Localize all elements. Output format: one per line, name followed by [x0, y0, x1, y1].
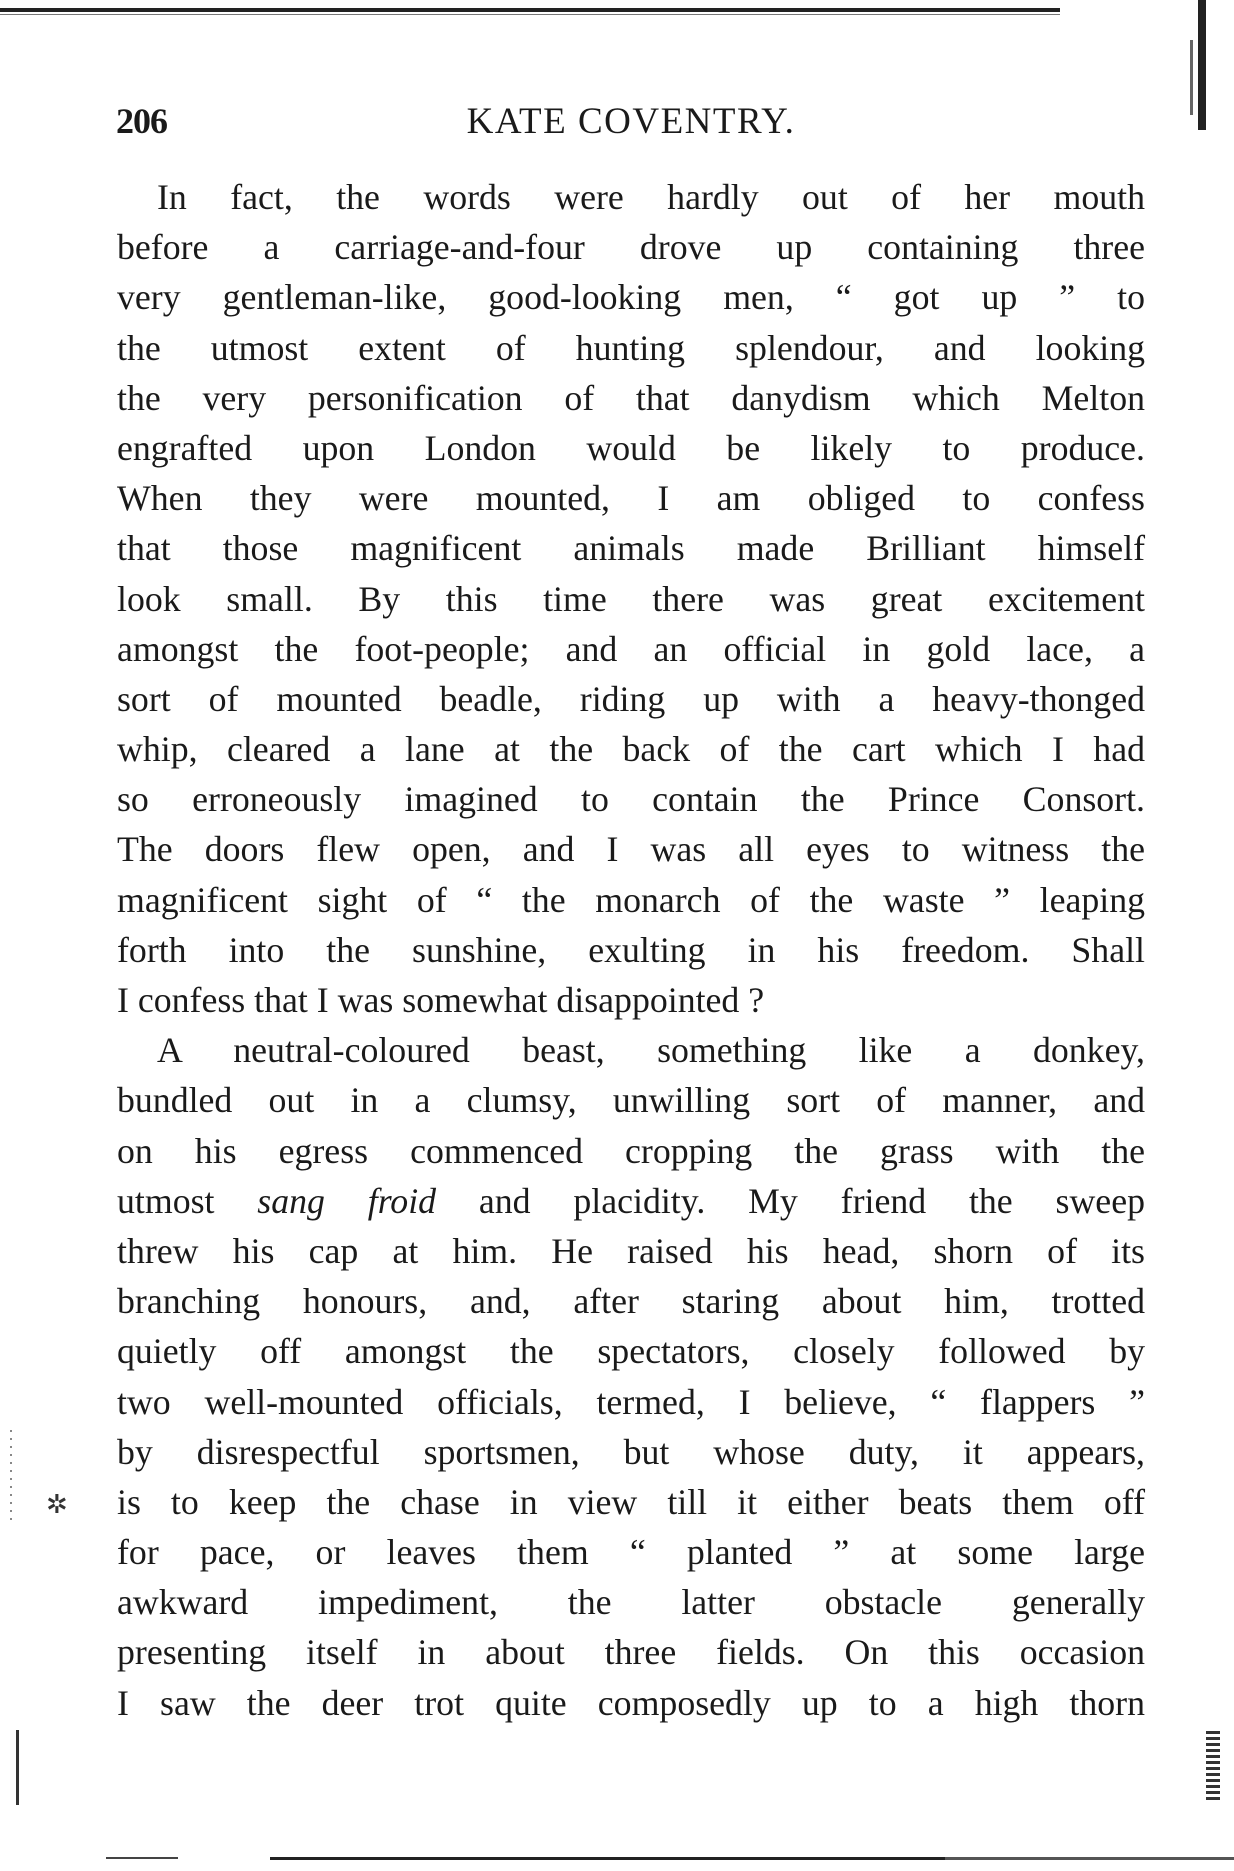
text-line: by disrespectful sportsmen, but whose duty, it appears, — [117, 1431, 1145, 1472]
text-run: utmost — [117, 1180, 258, 1221]
text-line: amongst the foot-people; and an official in gold lace, a — [117, 628, 1145, 669]
text-line: threw his cap at him. He raised his head, shorn of its — [117, 1230, 1145, 1271]
text-line: before a carriage-and-four drove up containing three — [117, 227, 1145, 268]
text-line: sort of mounted beadle, riding up with a heavy-thonged — [117, 678, 1145, 719]
text-line: that those magnificent animals made Brilliant himself — [117, 528, 1145, 569]
body-text — [117, 172, 1145, 1728]
scan-border-top — [0, 8, 1060, 12]
text-line: branching honours, and, after staring about him, trotted — [117, 1281, 1145, 1322]
italic-phrase: sang froid — [257, 1180, 437, 1221]
text-run: and placidity. My friend the sweep — [436, 1180, 1145, 1221]
text-line: the utmost extent of hunting splendour, and looking — [117, 327, 1145, 368]
text-line: awkward impediment, the latter obstacle generally — [117, 1582, 1145, 1623]
text-line: quietly off amongst the spectators, closely followed by — [117, 1331, 1145, 1372]
text-line: for pace, or leaves them “ planted ” at some large — [117, 1532, 1145, 1573]
text-line: I saw the deer trot quite composedly up to a high thorn — [117, 1682, 1145, 1723]
text-line: very gentleman-like, good-looking men, “ got up ” to — [117, 277, 1145, 318]
scan-border-bottom — [270, 1857, 1234, 1860]
page-number: 206 — [116, 101, 167, 141]
text-line: presenting itself in about three fields. On this occasion — [117, 1632, 1145, 1673]
text-line: The doors flew open, and I was all eyes to witness the — [117, 829, 1145, 870]
scan-border-bottom — [106, 1857, 178, 1859]
scan-edge-mark — [16, 1730, 19, 1805]
text-line: the very personification of that danydism which Melton — [117, 377, 1145, 418]
scan-edge-mark — [10, 1430, 12, 1520]
text-line: When they were mounted, I am obliged to confess — [117, 478, 1145, 519]
scan-edge-mark — [1190, 40, 1193, 115]
text-line: A neutral-coloured beast, something like a donkey, — [157, 1030, 1145, 1071]
text-line: so erroneously imagined to contain the Prince Consort. — [117, 779, 1145, 820]
text-line: two well-mounted officials, termed, I believe, “ flappers ” — [117, 1381, 1145, 1422]
scan-border-top-thin — [0, 14, 1060, 15]
text-line: I confess that I was somewhat disappointed ? — [117, 980, 765, 1020]
margin-ornament-icon: ✲ — [46, 1490, 68, 1519]
running-title: KATE COVENTRY. — [466, 101, 796, 142]
text-line: look small. By this time there was great excitement — [117, 578, 1145, 619]
text-line: forth into the sunshine, exulting in his freedom. Shall — [117, 929, 1145, 970]
text-line: is to keep the chase in view till it either beats them off — [117, 1481, 1145, 1522]
text-line: engrafted upon London would be likely to produce. — [117, 427, 1145, 468]
page-header — [116, 100, 1146, 150]
text-line: whip, cleared a lane at the back of the cart which I had — [117, 729, 1145, 770]
text-line: bundled out in a clumsy, unwilling sort of manner, and — [117, 1080, 1145, 1121]
text-line: In fact, the words were hardly out of her mouth — [157, 177, 1145, 217]
scan-edge-mark — [1206, 1730, 1220, 1800]
text-line: magnificent sight of “ the monarch of the waste ” leaping — [117, 879, 1145, 920]
text-line: on his egress commenced cropping the grass with the — [117, 1130, 1145, 1171]
text-line — [117, 1176, 1145, 1226]
scan-edge-mark — [1198, 0, 1206, 130]
